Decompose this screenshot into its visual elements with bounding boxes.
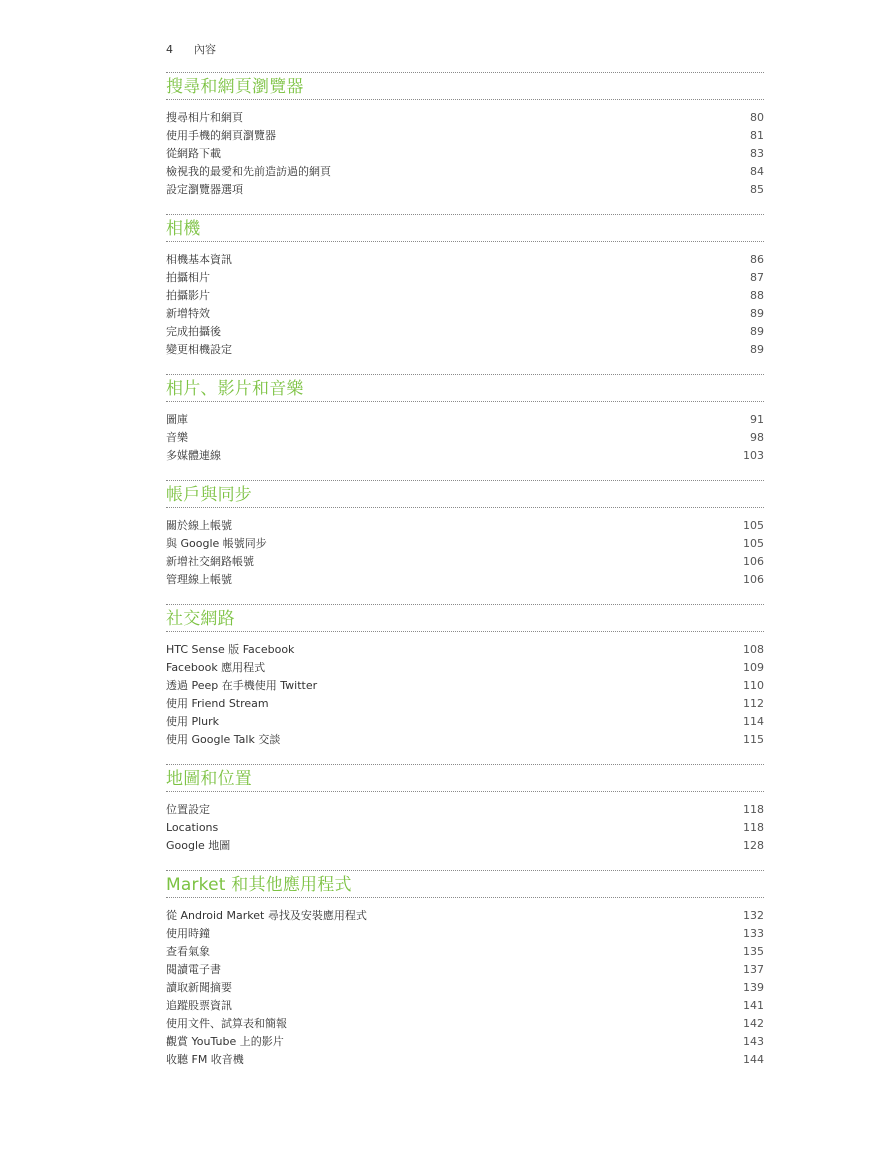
toc-section (166, 214, 764, 359)
toc-entry-label: 使用時鐘 (166, 927, 210, 940)
toc-entry-label: 讀取新聞摘要 (166, 981, 232, 994)
toc-entry-label: 從 Android Market 尋找及安裝應用程式 (166, 909, 367, 922)
section-heading (166, 870, 764, 898)
toc-entry[interactable] (166, 287, 764, 305)
toc-entry-page: 106 (743, 555, 764, 568)
toc-entry[interactable] (166, 695, 764, 713)
section-title: 社交網路 (166, 609, 235, 629)
toc-entry[interactable] (166, 341, 764, 359)
toc-entry-label: 完成拍攝後 (166, 325, 221, 338)
toc-entry-page: 105 (743, 519, 764, 532)
toc-entry-label: 位置設定 (166, 803, 210, 816)
section-heading (166, 604, 764, 632)
toc-entry[interactable] (166, 553, 764, 571)
toc-entry-label: 使用手機的網頁瀏覽器 (166, 129, 276, 142)
toc-entry-label: 查看氣象 (166, 945, 210, 958)
toc-entry-page: 112 (743, 697, 764, 710)
toc-entry-page: 144 (743, 1053, 764, 1066)
toc-entry-page: 128 (743, 839, 764, 852)
toc-entry-page: 143 (743, 1035, 764, 1048)
toc-entry-label: 與 Google 帳號同步 (166, 537, 267, 550)
toc-entry-label: HTC Sense 版 Facebook (166, 643, 295, 656)
toc-entry-label: Facebook 應用程式 (166, 661, 266, 674)
toc-entry-page: 137 (743, 963, 764, 976)
toc-entry[interactable] (166, 997, 764, 1015)
toc-entry-label: 從網路下載 (166, 147, 221, 160)
toc-entry-page: 86 (750, 253, 764, 266)
toc-entry-page: 109 (743, 661, 764, 674)
section-title: 相片、影片和音樂 (166, 379, 304, 399)
toc-entry-label: 使用 Plurk (166, 715, 220, 728)
toc-entry[interactable] (166, 571, 764, 589)
toc-entry-label: 拍攝影片 (166, 289, 210, 302)
toc-entry[interactable] (166, 127, 764, 145)
toc-entry[interactable] (166, 1051, 764, 1069)
toc-entry-label: 追蹤股票資訊 (166, 999, 232, 1012)
toc-entry-label: 變更相機設定 (166, 343, 232, 356)
toc-entry-label: 使用文件、試算表和簡報 (166, 1017, 287, 1030)
toc-entry[interactable] (166, 535, 764, 553)
toc-entry-label: 關於線上帳號 (166, 519, 232, 532)
toc-entry-page: 91 (750, 413, 764, 426)
toc-entry-page: 81 (750, 129, 764, 142)
toc-entry-label: 新增特效 (166, 307, 210, 320)
toc-entry-label: 新增社交網路帳號 (166, 555, 254, 568)
toc-entry-page: 108 (743, 643, 764, 656)
toc-entry-page: 118 (743, 803, 764, 816)
toc-entry[interactable] (166, 943, 764, 961)
toc-entry[interactable] (166, 907, 764, 925)
toc-entry-label: 收聽 FM 收音機 (166, 1053, 244, 1066)
toc-entry-page: 110 (743, 679, 764, 692)
toc-entry-label: 使用 Google Talk 交談 (166, 733, 281, 746)
toc-entry[interactable] (166, 961, 764, 979)
section-heading (166, 480, 764, 508)
toc-entry[interactable] (166, 1033, 764, 1051)
toc-entry-label: 拍攝相片 (166, 271, 210, 284)
toc-section (166, 604, 764, 749)
toc-entry-page: 133 (743, 927, 764, 940)
section-heading (166, 72, 764, 100)
toc-entry[interactable] (166, 269, 764, 287)
toc-entry[interactable] (166, 323, 764, 341)
toc-entry[interactable] (166, 925, 764, 943)
toc-entry-page: 118 (743, 821, 764, 834)
toc-entry-label: 設定瀏覽器選項 (166, 183, 243, 196)
toc-entry[interactable] (166, 713, 764, 731)
toc-entry[interactable] (166, 181, 764, 199)
toc-entry[interactable] (166, 659, 764, 677)
toc-entry[interactable] (166, 731, 764, 749)
toc-entry[interactable] (166, 305, 764, 323)
toc-entry[interactable] (166, 801, 764, 819)
toc-entry[interactable] (166, 163, 764, 181)
toc-entry[interactable] (166, 979, 764, 997)
toc-entry-page: 139 (743, 981, 764, 994)
section-title: 帳戶與同步 (166, 485, 252, 505)
toc-section (166, 870, 764, 1069)
toc-section (166, 480, 764, 589)
toc-entry-page: 85 (750, 183, 764, 196)
toc-entry-page: 89 (750, 307, 764, 320)
toc-entry-page: 89 (750, 325, 764, 338)
toc-entry[interactable] (166, 145, 764, 163)
toc-section (166, 374, 764, 465)
page-number: 4 (166, 43, 173, 56)
toc-entry-page: 88 (750, 289, 764, 302)
section-title: Market 和其他應用程式 (166, 875, 352, 895)
toc-entry-page: 87 (750, 271, 764, 284)
toc-entry[interactable] (166, 429, 764, 447)
toc-entry[interactable] (166, 819, 764, 837)
toc-entry-label: 搜尋相片和網頁 (166, 111, 243, 124)
header-title: 內容 (194, 43, 216, 56)
toc-entry[interactable] (166, 1015, 764, 1033)
toc-entry-page: 114 (743, 715, 764, 728)
toc-section (166, 764, 764, 855)
toc-entry-label: 使用 Friend Stream (166, 697, 269, 710)
toc-entry-page: 83 (750, 147, 764, 160)
toc-entry-page: 80 (750, 111, 764, 124)
toc-entry[interactable] (166, 447, 764, 465)
toc-entry-label: 相機基本資訊 (166, 253, 232, 266)
toc-entry-label: 多媒體連線 (166, 449, 221, 462)
section-title: 搜尋和網頁瀏覽器 (166, 77, 304, 97)
section-heading (166, 764, 764, 792)
table-of-contents (166, 72, 764, 1084)
toc-entry-label: 閱讀電子書 (166, 963, 221, 976)
section-title: 相機 (166, 219, 201, 239)
toc-entry-page: 106 (743, 573, 764, 586)
toc-entry[interactable] (166, 837, 764, 855)
toc-entry-label: Google 地圖 (166, 839, 231, 852)
section-title: 地圖和位置 (166, 769, 252, 789)
section-heading (166, 214, 764, 242)
toc-entry[interactable] (166, 109, 764, 127)
toc-entry-label: 觀賞 YouTube 上的影片 (166, 1035, 284, 1048)
toc-section (166, 72, 764, 199)
toc-entry-page: 89 (750, 343, 764, 356)
toc-entry-page: 115 (743, 733, 764, 746)
toc-entry[interactable] (166, 677, 764, 695)
section-heading (166, 374, 764, 402)
toc-entry-page: 135 (743, 945, 764, 958)
toc-entry-label: Locations (166, 821, 219, 834)
toc-entry-label: 音樂 (166, 431, 188, 444)
toc-entry-page: 132 (743, 909, 764, 922)
toc-entry-label: 管理線上帳號 (166, 573, 232, 586)
toc-entry-page: 103 (743, 449, 764, 462)
toc-entry[interactable] (166, 411, 764, 429)
toc-entry[interactable] (166, 251, 764, 269)
toc-entry[interactable] (166, 517, 764, 535)
toc-entry-page: 141 (743, 999, 764, 1012)
toc-entry-page: 98 (750, 431, 764, 444)
toc-entry-page: 142 (743, 1017, 764, 1030)
toc-entry[interactable] (166, 641, 764, 659)
toc-entry-label: 透過 Peep 在手機使用 Twitter (166, 679, 318, 692)
toc-entry-label: 檢視我的最愛和先前造訪過的網頁 (166, 165, 331, 178)
toc-entry-label: 圖庫 (166, 413, 188, 426)
page-header (166, 41, 216, 57)
toc-entry-page: 84 (750, 165, 764, 178)
toc-entry-page: 105 (743, 537, 764, 550)
